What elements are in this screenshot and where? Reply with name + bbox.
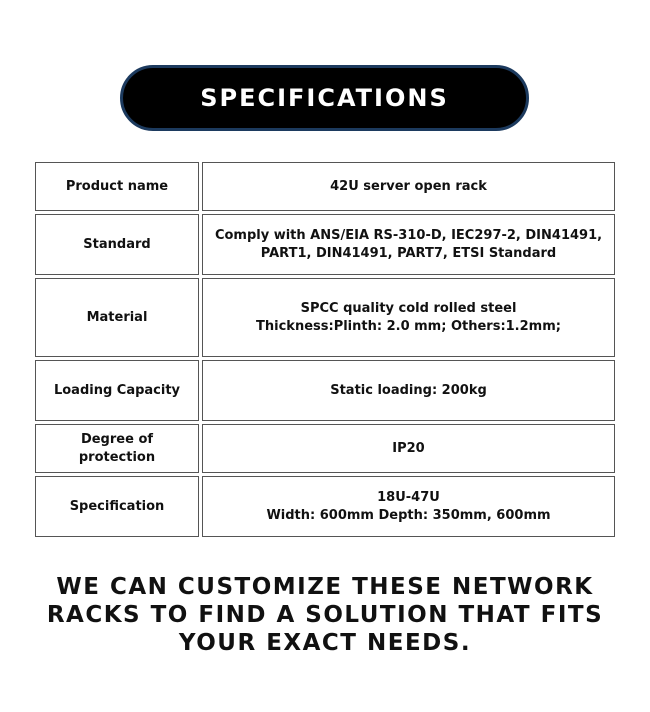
spec-label: Product name bbox=[35, 162, 199, 211]
customization-statement bbox=[0, 573, 650, 657]
spec-label: Material bbox=[35, 278, 199, 357]
spec-row-standard bbox=[35, 214, 615, 275]
specifications-banner bbox=[120, 65, 529, 131]
spec-value-line: Width: 600mm Depth: 350mm, 600mm bbox=[266, 507, 551, 523]
spec-row-product-name bbox=[35, 162, 615, 211]
spec-value bbox=[202, 278, 615, 357]
spec-row-material bbox=[35, 278, 615, 357]
spec-table bbox=[35, 162, 615, 540]
spec-value bbox=[202, 360, 615, 421]
spec-value bbox=[202, 476, 615, 537]
page-title: SPECIFICATIONS bbox=[200, 84, 449, 112]
spec-row-specification bbox=[35, 476, 615, 537]
statement-line: WE CAN CUSTOMIZE THESE NETWORK bbox=[56, 574, 594, 600]
spec-value-line: IP20 bbox=[392, 440, 425, 456]
statement-line: RACKS TO FIND A SOLUTION THAT FITS bbox=[46, 602, 604, 628]
spec-label: Specification bbox=[35, 476, 199, 537]
spec-value-line: SPCC quality cold rolled steel bbox=[300, 300, 517, 316]
spec-value bbox=[202, 214, 615, 275]
spec-label: Loading Capacity bbox=[35, 360, 199, 421]
spec-value-line: 18U-47U bbox=[377, 489, 440, 505]
spec-label: Standard bbox=[35, 214, 199, 275]
spec-value-line: Static loading: 200kg bbox=[330, 382, 487, 398]
spec-value-line: 42U server open rack bbox=[330, 178, 487, 194]
spec-row-loading-capacity bbox=[35, 360, 615, 421]
spec-value-line: PART1, DIN41491, PART7, ETSI Standard bbox=[260, 245, 557, 261]
spec-value-line: Thickness:Plinth: 2.0 mm; Others:1.2mm; bbox=[256, 318, 561, 334]
spec-row-degree-of-protection bbox=[35, 424, 615, 473]
spec-label: Degree of protection bbox=[35, 424, 199, 473]
spec-value bbox=[202, 162, 615, 211]
spec-value-line: Comply with ANS/EIA RS-310-D, IEC297-2, DIN41491, bbox=[214, 227, 603, 243]
spec-value bbox=[202, 424, 615, 473]
statement-line: YOUR EXACT NEEDS. bbox=[178, 630, 472, 656]
